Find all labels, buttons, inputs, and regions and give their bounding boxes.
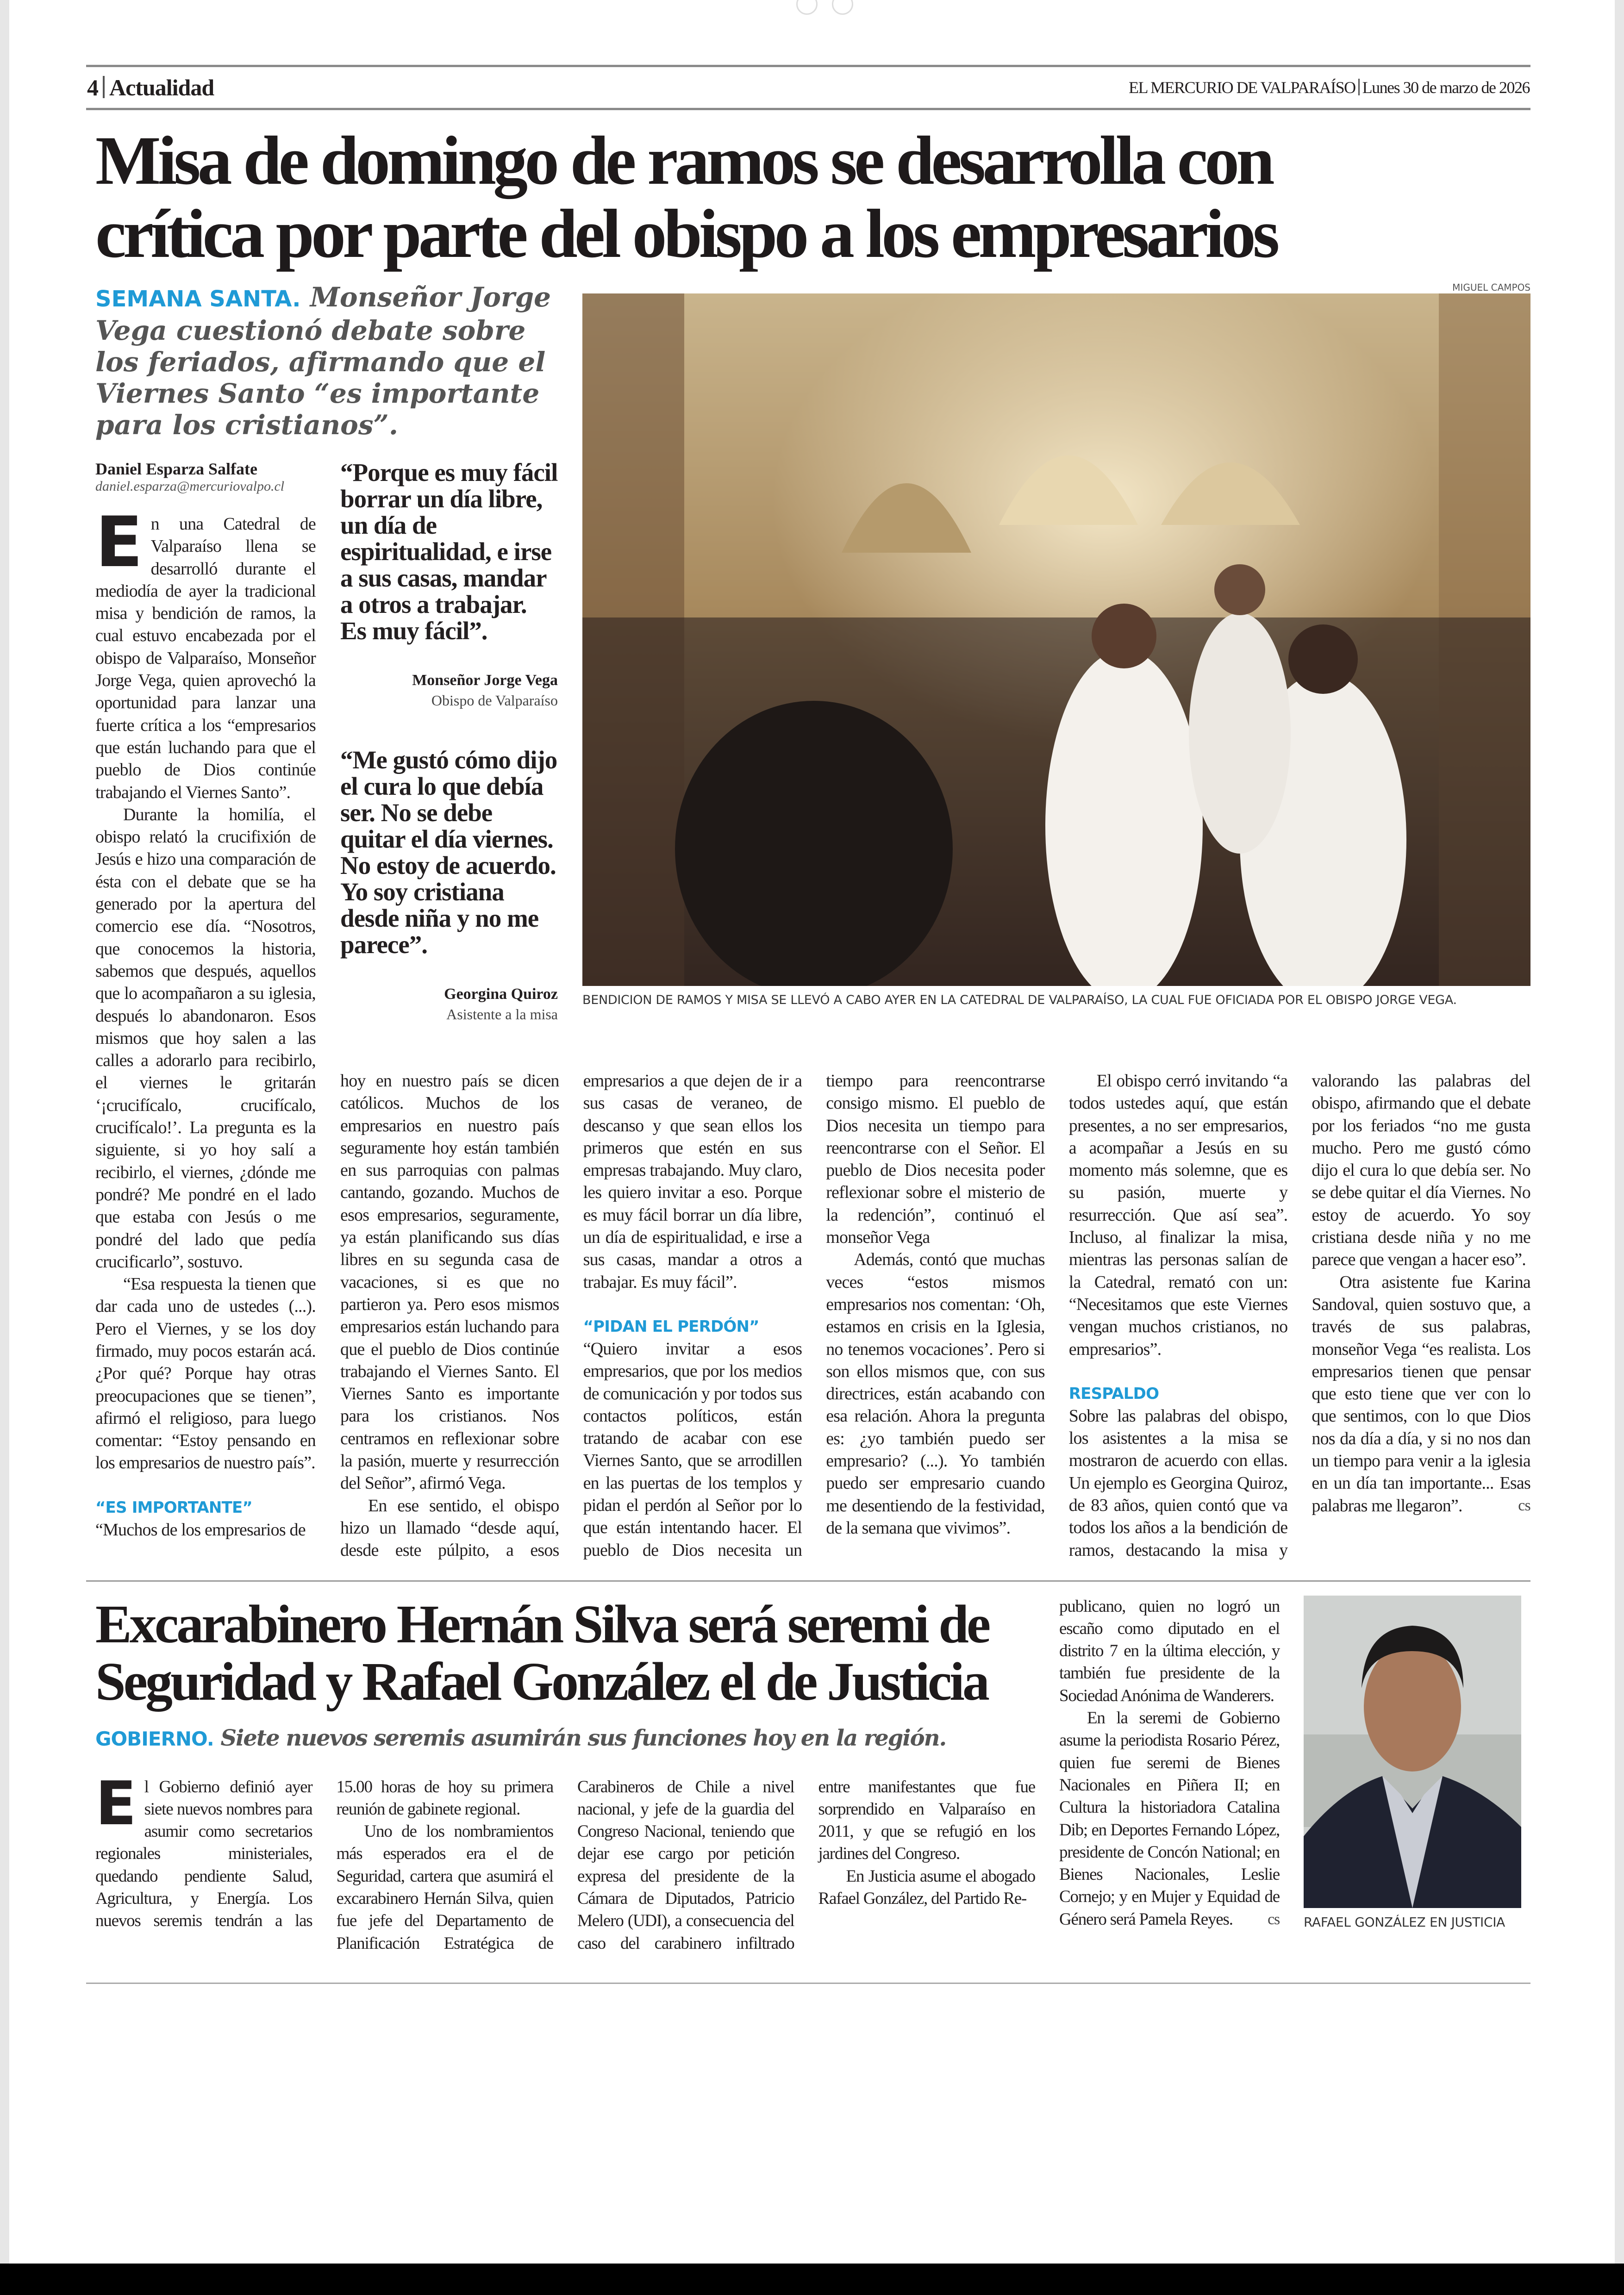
page-indicator-icon — [796, 0, 818, 15]
photo-caption: BENDICION DE RAMOS Y MISA SE LLEVÓ A CABO AYER EN LA CATEDRAL DE VALPARAÍSO, LA CUAL FUE OFICIADA POR EL OBISPO JORGE VEGA. — [582, 993, 1457, 1007]
article1-kicker: SEMANA SANTA. — [95, 286, 301, 312]
portrait-photo-image — [1304, 1596, 1521, 1908]
article2-headline-line2: Seguridad y Rafael González el de Justicia — [95, 1651, 987, 1712]
page-indicator-icon — [832, 0, 853, 15]
subhead-pidan-el-perdon: “PIDAN EL PERDÓN” — [583, 1317, 759, 1336]
article2-kicker: GOBIERNO. — [95, 1727, 214, 1750]
paragraph: “Quiero invitar a esos empresarios, que por los medios de comunicación y por todos sus contactos políticos, están tratando de acabar con ese Viernes Santo, que se arrodillen en las puertas de los templos y pidan el perdón al Señor por lo que están intentando hacer. El pueblo de Dios necesita un tiempo para reencontrarse consigo mismo. El pueblo de Dios necesita un tiempo para reencontrarse con el Señor. El pueblo de Dios necesita poder reflexionar sobre el misterio de la redención”, continuó el monseñor Vega — [583, 1071, 1045, 1560]
paragraph: n una Catedral de Valparaíso llena se desarrolló durante el mediodía de ayer la tradicional misa y bendición de ramos, la cual estuvo encabezada por el obispo de Valparaíso, Monseñor Jorge Vega, quien aprovechó la oportunidad para lanzar una fuerte crítica a los “empresarios que están luchando para que el pueblo de Dios continúe trabajando el Viernes Santo”. — [95, 514, 316, 802]
quote-author: Monseñor Jorge Vega — [412, 672, 558, 689]
end-mark-icon: cs — [1268, 1910, 1280, 1928]
page-number: 4 — [87, 75, 98, 100]
paragraph: En ese sentido, el obispo hizo un llamado “desde aquí, desde este púlpito, a esos empresarios a que dejen de ir a sus casas de veraneo, de descanso y que sean ellos los primeros que estén en sus empresas trabajando. Muy claro, les quiero invitar a eso. Porque es muy fácil borrar un día libre, un día de espiritualidad, e irse a sus casas, mandar a otros a trabajar. Es muy fácil”. — [340, 1071, 802, 1560]
paragraph-text: Otra asistente fue Karina Sandoval, quien sostuvo que, a través de sus palabras, monseñor Vega “es realista. Los empresarios tienen que pensar que esto tiene que ver con lo que sentimos, con lo que Dios nos da día a día, y si no nos dan un tiempo para venir a la iglesia en un día tan importante... Esas palabras me llegaron”. — [1312, 1272, 1530, 1515]
paragraph — [1059, 1707, 1280, 1931]
paragraph-text: En la seremi de Gobierno asume la periodista Rosario Pérez, quien fue seremi de Bienes Nacionales en Piñera II; en Cultura la historiadora Catalina Dib; en Deportes Fernando López, presidente de Concón National; en Bienes Nacionales, Leslie Cornejo; y en Mujer y Equidad de Género será Pamela Reyes. — [1059, 1709, 1280, 1929]
article1-column-1-text — [95, 502, 316, 1541]
article2-column-5 — [1059, 1596, 1280, 1955]
page-section-header — [87, 74, 214, 101]
article2-main — [95, 1593, 1035, 1955]
article2-columns-1-4 — [95, 1768, 1035, 1955]
article-divider — [86, 1580, 1530, 1582]
portrait-caption: RAFAEL GONZÁLEZ EN JUSTICIA — [1304, 1914, 1505, 1930]
page-header — [86, 65, 1530, 110]
author-email[interactable]: daniel.esparza@mercuriovalpo.cl — [95, 479, 285, 494]
publication-name: EL MERCURIO DE VALPARAÍSO — [1129, 78, 1355, 97]
quote-text: “Me gustó cómo dijo el cura lo que debía ser. No se debe quitar el día viernes. No estoy de acuerdo. Yo soy cristiana desde niña y no me parece”. — [340, 746, 557, 959]
pull-quote-2 — [340, 747, 558, 1023]
article1-column-1 — [95, 441, 316, 1562]
portrait-photo — [1304, 1596, 1521, 1908]
end-mark-icon: cs — [1518, 1497, 1530, 1514]
drop-cap: E — [95, 1768, 136, 1839]
article2 — [86, 1593, 1530, 1955]
paragraph: l Gobierno definió ayer siete nuevos nombres para asumir como secretarios regionales ministeriales, quedando pendiente Salud, Agricultura, y Energía. Los nuevos seremis tendrán a las 15.00 horas de hoy su primera reunión de gabinete regional. — [95, 1777, 553, 1931]
paragraph: “Esa respuesta la tienen que dar cada uno de ustedes (...). Pero el Viernes, y se los doy firmado, muy pocos estarán acá. ¿Por qué? Porque hay otras preocupaciones que se tienen”, afirmó el religioso, para luego comentar: “Estoy pensando en los empresarios de nuestro país”. — [95, 1274, 316, 1473]
paragraph: El obispo cerró invitando “a todos ustedes aquí, que están presentes, a no ser empresarios, a acompañar a Jesús en su momento más solemne, que es su pasión, muerte y resurrección. Que así sea”. Incluso, al finalizar la misa, mientras las personas salían de la Catedral, remató con un: “Necesitamos que este Viernes vengan muchos cristianos, no empresarios”. — [1068, 1071, 1288, 1359]
paragraph: hoy en nuestro país se dicen católicos. Muchos de los empresarios en nuestro país seguramente hoy están también en sus parroquias con palmas cantando, gozando. Muchos de esos empresarios, seguramente, ya están planificando sus días libres en su segunda casa de vacaciones, si es que no partieron ya. Pero esos mismos empresarios están luchando para que el pueblo de Dios continúe trabajando el Viernes Santo. El Viernes Santo es importante para los cristianos. Nos centramos en reflexionar sobre la pasión, muerte y resurrección del Señor”, afirmó Vega. — [340, 1071, 559, 1493]
section-name: Actualidad — [109, 75, 214, 100]
article1-deck-text: Monseñor Jorge Vega cuestionó debate sobre los feriados, afirmando que el Viernes Santo “es importante para los cristianos”. — [95, 281, 551, 441]
cathedral-photo — [582, 293, 1530, 986]
author-name: Daniel Esparza Salfate — [95, 460, 257, 478]
paragraph: Además, contó que muchas veces “estos mismos empresarios nos comentan: ‘Oh, estamos en crisis en la Iglesia, no tenemos vocaciones’. Pero si son ellos mismos que, con sus directrices, están acabando con esa relación. Ahora la pregunta es: ¿yo también puedo ser empresario? (...). Yo también puedo ser empresario cuando me desentiendo de la festividad, de la semana que vivimos”. — [826, 1250, 1045, 1538]
quote-role: Obispo de Valparaíso — [431, 692, 558, 709]
article1-body — [86, 281, 1530, 1562]
pull-quote-1 — [340, 459, 558, 710]
article1-headline — [86, 124, 1530, 270]
article1-deck — [95, 281, 558, 441]
quote-text: “Porque es muy fácil borrar un día libre, un día de espiritualidad, e irse a sus casas, mandar a otros a trabajar. Es muy fácil”. — [340, 458, 558, 645]
bottom-rule — [86, 1983, 1530, 1984]
pull-quotes — [340, 441, 558, 1051]
paragraph: En Justicia asume el abogado Rafael González, del Partido Re- — [818, 1866, 1035, 1908]
paragraph — [1312, 1271, 1530, 1517]
photo-block — [582, 281, 1530, 1051]
paragraph: Uno de los nombramientos más esperados era el de Seguridad, cartera que asumirá el excarabinero Hernán Silva, quien fue jefe del Departamento de Planificación Estratégica de Carabineros de Chile a nivel nacional, y jefe de la guardia del Congreso Nacional, teniendo que dejar ese cargo por petición expresa del presidente de la Cámara de Diputados, Patricio Melero (UDI), a consecuencia del caso del carabinero infiltrado entre manifestantes que fue sorprendido en Valparaíso en 2011, y que se refugió en los jardines del Congreso. — [336, 1777, 1035, 1953]
publication-dateline — [1129, 78, 1530, 97]
article1-headline-line1: Misa de domingo de ramos se desarrolla con — [95, 122, 1272, 199]
article1-headline-line2: crítica por parte del obispo a los empresarios — [95, 195, 1277, 272]
divider — [103, 76, 105, 98]
quote-author: Georgina Quiroz — [444, 985, 558, 1003]
photo-credit: MIGUEL CAMPOS — [1452, 282, 1530, 293]
subhead-es-importante: “ES IMPORTANTE” — [95, 1498, 252, 1517]
page-content — [86, 65, 1530, 1984]
paragraph: publicano, quien no logró un escaño como diputado en el distrito 7 en la última elección, y también fue presidente de la Sociedad Anónima de Wanderers. — [1059, 1597, 1280, 1705]
cathedral-photo-image — [582, 293, 1530, 986]
drop-cap: E — [95, 502, 143, 583]
paragraph: Durante la homilía, el obispo relató la crucifixión de Jesús e hizo una comparación de ésta con el debate que se ha generado por la apertura del comercio ese día. “Nosotros, que conocemos la historia, sabemos que después, aquellos que lo acompañaron a su iglesia, después lo abandonaron. Esos mismos que hoy salen a las calles a adorarlo para recibirlo, el viernes le gritarán ‘¡crucifícalo, crucifícalo, crucifícalo!’. La pregunta es la siguiente, si yo hoy salí a recibirlo, el viernes, ¿dónde me pondré? Me pondré en el lado que estaba con Jesús o me pondré del lado que pedía crucificarlo”, sostuvo. — [95, 804, 316, 1272]
bottom-bar — [0, 2264, 1624, 2295]
portrait-block — [1304, 1596, 1521, 1955]
article2-deck-text: Siete nuevos seremis asumirán sus funciones hoy en la región. — [220, 1725, 946, 1751]
subhead-respaldo: RESPALDO — [1068, 1384, 1159, 1403]
paragraph: “Muchos de los empresarios de — [95, 1520, 306, 1540]
quote-role: Asistente a la misa — [446, 1006, 558, 1023]
publication-date: Lunes 30 de marzo de 2026 — [1362, 78, 1530, 97]
article1-columns-2-6 — [340, 1051, 1530, 1562]
divider — [1358, 79, 1360, 95]
article2-deck — [95, 1724, 1035, 1753]
paragraph: Sobre las palabras del obispo, los asistentes a la misa se mostraron de acuerdo con ellas. Un ejemplo es Georgina Quiroz, de 83 años, quien contó que va todos los años a la bendición de ramos, destacando la misa y valorando las palabras del obispo, afirmando que el debate por los feriados “no me gusta mucho. Pero me gustó cómo dijo el cura lo que debía ser. No se debe quitar el día Viernes. No estoy de acuerdo. Yo soy cristiana desde niña y no me parece que vengan a hacer eso”. — [1068, 1071, 1530, 1560]
article2-headline-line1: Excarabinero Hernán Silva será seremi de — [95, 1593, 989, 1654]
